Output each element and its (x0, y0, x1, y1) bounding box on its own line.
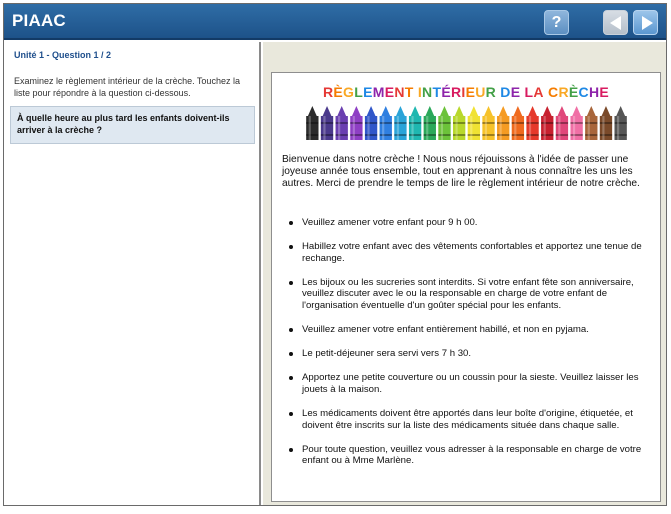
title-letter: E (465, 84, 476, 100)
title-letter: C (578, 84, 589, 100)
title-letter: R (450, 84, 462, 100)
crayons-banner-image (305, 106, 628, 140)
crayon (424, 106, 436, 140)
crayon (541, 106, 553, 140)
title-letter: A (533, 84, 544, 100)
title-letter: N (422, 84, 433, 100)
crayon (306, 106, 318, 140)
back-button[interactable] (603, 10, 628, 35)
rule-item[interactable]: Les médicaments doivent être apportés dans leur boîte d'origine, étiquetée, et doivent être inscrits sur la liste des médicaments située dans chaque salle. (282, 408, 650, 431)
help-button[interactable] (544, 10, 569, 35)
rules-document[interactable] (271, 72, 661, 502)
crayon (453, 106, 465, 140)
crayon (380, 106, 392, 140)
crayon (438, 106, 450, 140)
crayon (409, 106, 421, 140)
title-letter: H (588, 84, 600, 100)
crayon (468, 106, 480, 140)
title-letter: T (404, 84, 414, 100)
arrow-right-icon (642, 16, 653, 30)
title-letter: I (461, 84, 466, 100)
app-window (3, 3, 667, 506)
question-text: À quelle heure au plus tard les enfants doivent-ils arriver à la crèche ? (10, 106, 255, 144)
title-letter: E (363, 84, 373, 100)
crayon (336, 106, 348, 140)
crayon (570, 106, 582, 140)
title-letter: I (417, 84, 423, 100)
app-title: PIAAC (12, 11, 66, 30)
rule-item[interactable]: Pour toute question, veuillez vous adresser à la responsable en charge de votre enfant ou à Mme Marlène. (282, 444, 650, 467)
title-letter: M (372, 84, 385, 100)
rule-item[interactable]: Apportez une petite couverture ou un coussin pour la sieste. Veuillez laisser les jouets à la maison. (282, 372, 650, 395)
crayon (482, 106, 494, 140)
title-letter: C (548, 84, 559, 100)
title-letter: N (394, 84, 405, 100)
question-mark-icon: ? (551, 13, 562, 31)
title-letter: D (500, 84, 511, 100)
title-letter: U (475, 84, 486, 100)
top-bar (4, 4, 666, 40)
title-letter: G (343, 84, 355, 100)
title-letter: È (568, 84, 579, 100)
stimulus-panel (263, 42, 667, 505)
crayon (600, 106, 612, 140)
arrow-left-icon (610, 16, 621, 30)
crayon (585, 106, 597, 140)
crayon (556, 106, 568, 140)
title-letter: L (354, 84, 364, 100)
rule-item[interactable]: Habillez votre enfant avec des vêtements confortables et apportez une tenue de rechange. (282, 241, 650, 264)
rule-item[interactable]: Le petit-déjeuner sera servi vers 7 h 30. (282, 348, 650, 360)
instructions-text: Examinez le règlement intérieur de la crèche. Touchez la liste pour répondre à la question ci-dessous. (14, 76, 240, 98)
rule-item[interactable]: Veuillez amener votre enfant pour 9 h 00. (282, 217, 650, 229)
intro-paragraph[interactable]: Bienvenue dans notre crèche ! Nous nous réjouissons à l'idée de passer une joyeuse année tous ensemble, tout en apprenant à nous connaître les uns les autres. Merci de prendre le temps de lire le règlement intérieur de notre crèche. (282, 154, 640, 189)
crayon (512, 106, 524, 140)
crayon (394, 106, 406, 140)
crayon (321, 106, 333, 140)
title-letter: E (384, 84, 395, 100)
title-letter: É (441, 84, 451, 100)
document-title (272, 84, 660, 100)
question-panel (4, 42, 261, 505)
title-letter: E (510, 84, 521, 100)
crayon (350, 106, 362, 140)
crayon (365, 106, 377, 140)
crayon (526, 106, 538, 140)
title-letter: E (599, 84, 609, 100)
title-letter: R (558, 84, 569, 100)
rule-item[interactable]: Les bijoux ou les sucreries sont interdits. Si votre enfant fête son anniversaire, veuillez discuter avec le ou la responsable en charge de votre enfant de l'organisation éventuelle d'un goûter spécial pour les enfants. (282, 277, 650, 312)
rules-list[interactable] (282, 217, 650, 479)
unit-label: Unité 1 - Question 1 / 2 (14, 50, 112, 60)
title-letter: T (432, 84, 442, 100)
next-button[interactable] (633, 10, 658, 35)
title-letter: È (333, 84, 344, 100)
crayon (614, 106, 626, 140)
crayon (497, 106, 509, 140)
title-letter: L (524, 84, 534, 100)
rule-item[interactable]: Veuillez amener votre enfant entièrement habillé, et non en pyjama. (282, 324, 650, 336)
title-letter: R (485, 84, 497, 100)
title-letter: R (322, 84, 334, 100)
